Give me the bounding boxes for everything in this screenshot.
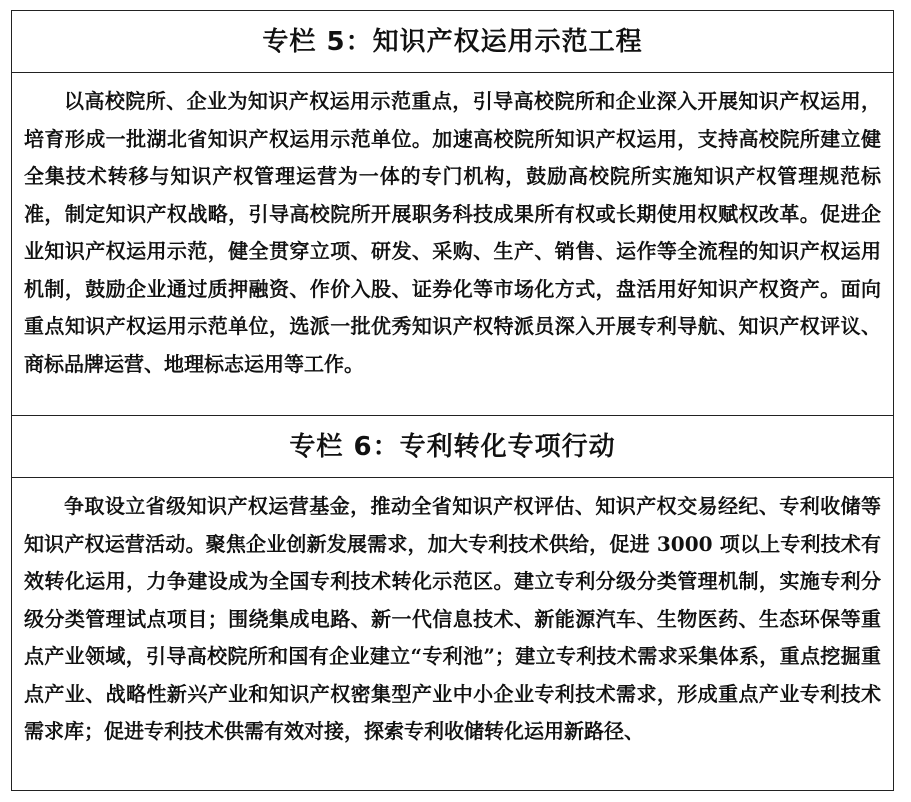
section-5-body: 以高校院所、企业为知识产权运用示范重点，引导高校院所和企业深入开展知识产权运用，培育形成一批湖北省知识产权运用示范单位。加速高校院所知识产权运用，支持高校院所建立健全集技术转移与知识产权管理运营为一体的专门机构，鼓励高校院所实施知识产权管理规范标准，制定知识产权战略，引导高校院所开展职务科技成果所有权或长期使用权赋权改革。促进企业知识产权运用示范，健全贯穿立项、研发、采购、生产、销售、运作等全流程的知识产权运用机制，鼓励企业通过质押融资、作价入股、证券化等市场化方式，盘活用好知识产权资产。面向重点知识产权运用示范单位，选派一批优秀知识产权特派员深入开展专利导航、知识产权评议、商标品牌运营、地理标志运用等工作。 (24, 89, 881, 376)
document-table (11, 10, 894, 791)
section-6-title: 专栏 6：专利转化专项行动 (12, 415, 893, 478)
section-5-title: 专栏 5：知识产权运用示范工程 (12, 11, 893, 73)
section-6-body: 争取设立省级知识产权运营基金，推动全省知识产权评估、知识产权交易经纪、专利收储等知识产权运营活动。聚焦企业创新发展需求，加大专利技术供给，促进 3000 项以上专利技术有效转化运用，力争建设成为全国专利技术转化示范区。建立专利分级分类管理机制，实施专利分级分类管理试点项目；围绕集成电路、新一代信息技术、新能源汽车、生物医药、生态环保等重点产业领域，引导高校院所和国有企业建立“专利池”；建立专利技术需求采集体系，重点挖掘重点产业、战略性新兴产业和知识产权密集型产业中小企业专利技术需求，形成重点产业专利技术需求库；促进专利技术供需有效对接，探索专利收储转化运用新路径、 (24, 494, 881, 743)
